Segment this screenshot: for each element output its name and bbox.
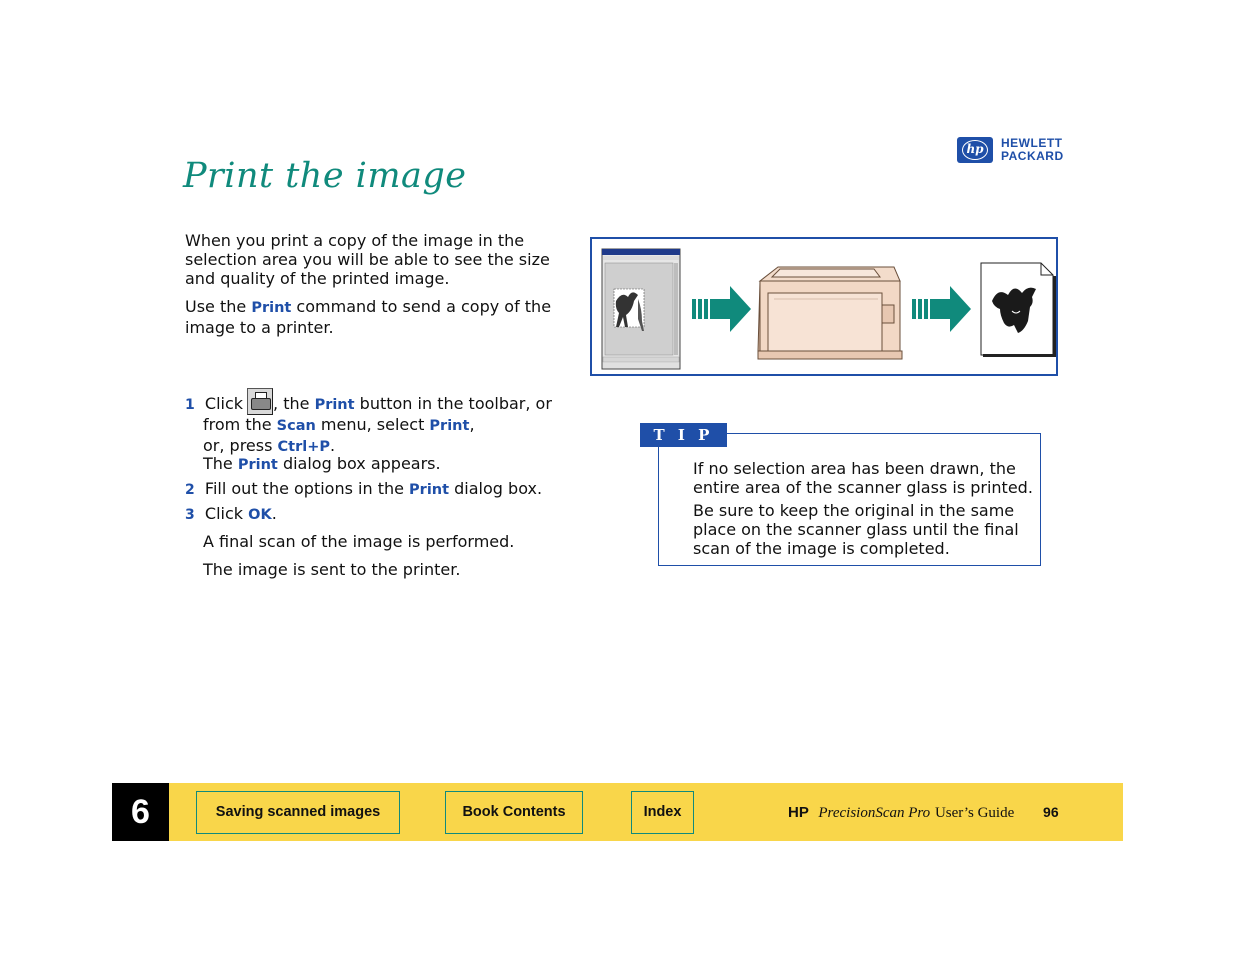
index-button[interactable]: Index xyxy=(631,791,694,834)
scan-window-thumbnail-icon xyxy=(602,249,680,369)
sent-to-printer-text: The image is sent to the printer. xyxy=(203,560,461,579)
guide-title: HP PrecisionScan Pro User’s Guide 96 xyxy=(788,804,1059,821)
book-contents-button[interactable]: Book Contents xyxy=(445,791,583,834)
page-title: Print the image xyxy=(183,156,467,196)
tip-paragraph-2: Be sure to keep the original in the same place on the scanner glass until the final scan of the image is completed. xyxy=(693,501,1019,558)
step-2: 2 Fill out the options in the Print dialog box. xyxy=(185,479,543,498)
print-toolbar-icon[interactable] xyxy=(247,388,273,415)
dialog-appears-text: The Print dialog box appears. xyxy=(203,454,441,473)
tip-paragraph-1: If no selection area has been drawn, the entire area of the scanner glass is printed. xyxy=(693,459,1033,497)
step-number: 2 xyxy=(185,482,195,498)
printed-page-icon xyxy=(981,263,1056,357)
saving-scanned-images-button[interactable]: Saving scanned images xyxy=(196,791,400,834)
print-workflow-illustration xyxy=(590,237,1058,376)
print-workflow-graphic xyxy=(592,239,1056,374)
intro-paragraph-print: Use the Print command to send a copy of the image to a printer. xyxy=(185,297,552,337)
hp-logo xyxy=(957,137,1079,165)
step-number: 3 xyxy=(185,507,195,523)
printer-icon xyxy=(758,267,902,359)
footer-nav-bar xyxy=(169,783,1123,841)
page-number: 96 xyxy=(1043,804,1059,820)
arrow-right-icon xyxy=(912,286,971,332)
arrow-right-icon xyxy=(692,286,751,332)
hp-logo-wordmark: HEWLETT PACKARD xyxy=(1001,136,1064,163)
hp-logo-mark-icon: hp xyxy=(957,137,993,163)
step-number: 1 xyxy=(185,397,195,413)
print-command-label: Print xyxy=(251,300,292,316)
chapter-tab: 6 xyxy=(112,783,169,841)
final-scan-text: A final scan of the image is performed. xyxy=(203,532,515,551)
step-3: 3 Click OK. xyxy=(185,504,277,523)
tip-label: T I P xyxy=(640,423,727,447)
step-1: 1 Click , the Print button in the toolbar, or from the Scan menu, select Print, or, press Ctrl+P. xyxy=(185,388,565,457)
intro-paragraph: When you print a copy of the image in the selection area you will be able to see the size and quality of the printed image. xyxy=(185,231,550,288)
